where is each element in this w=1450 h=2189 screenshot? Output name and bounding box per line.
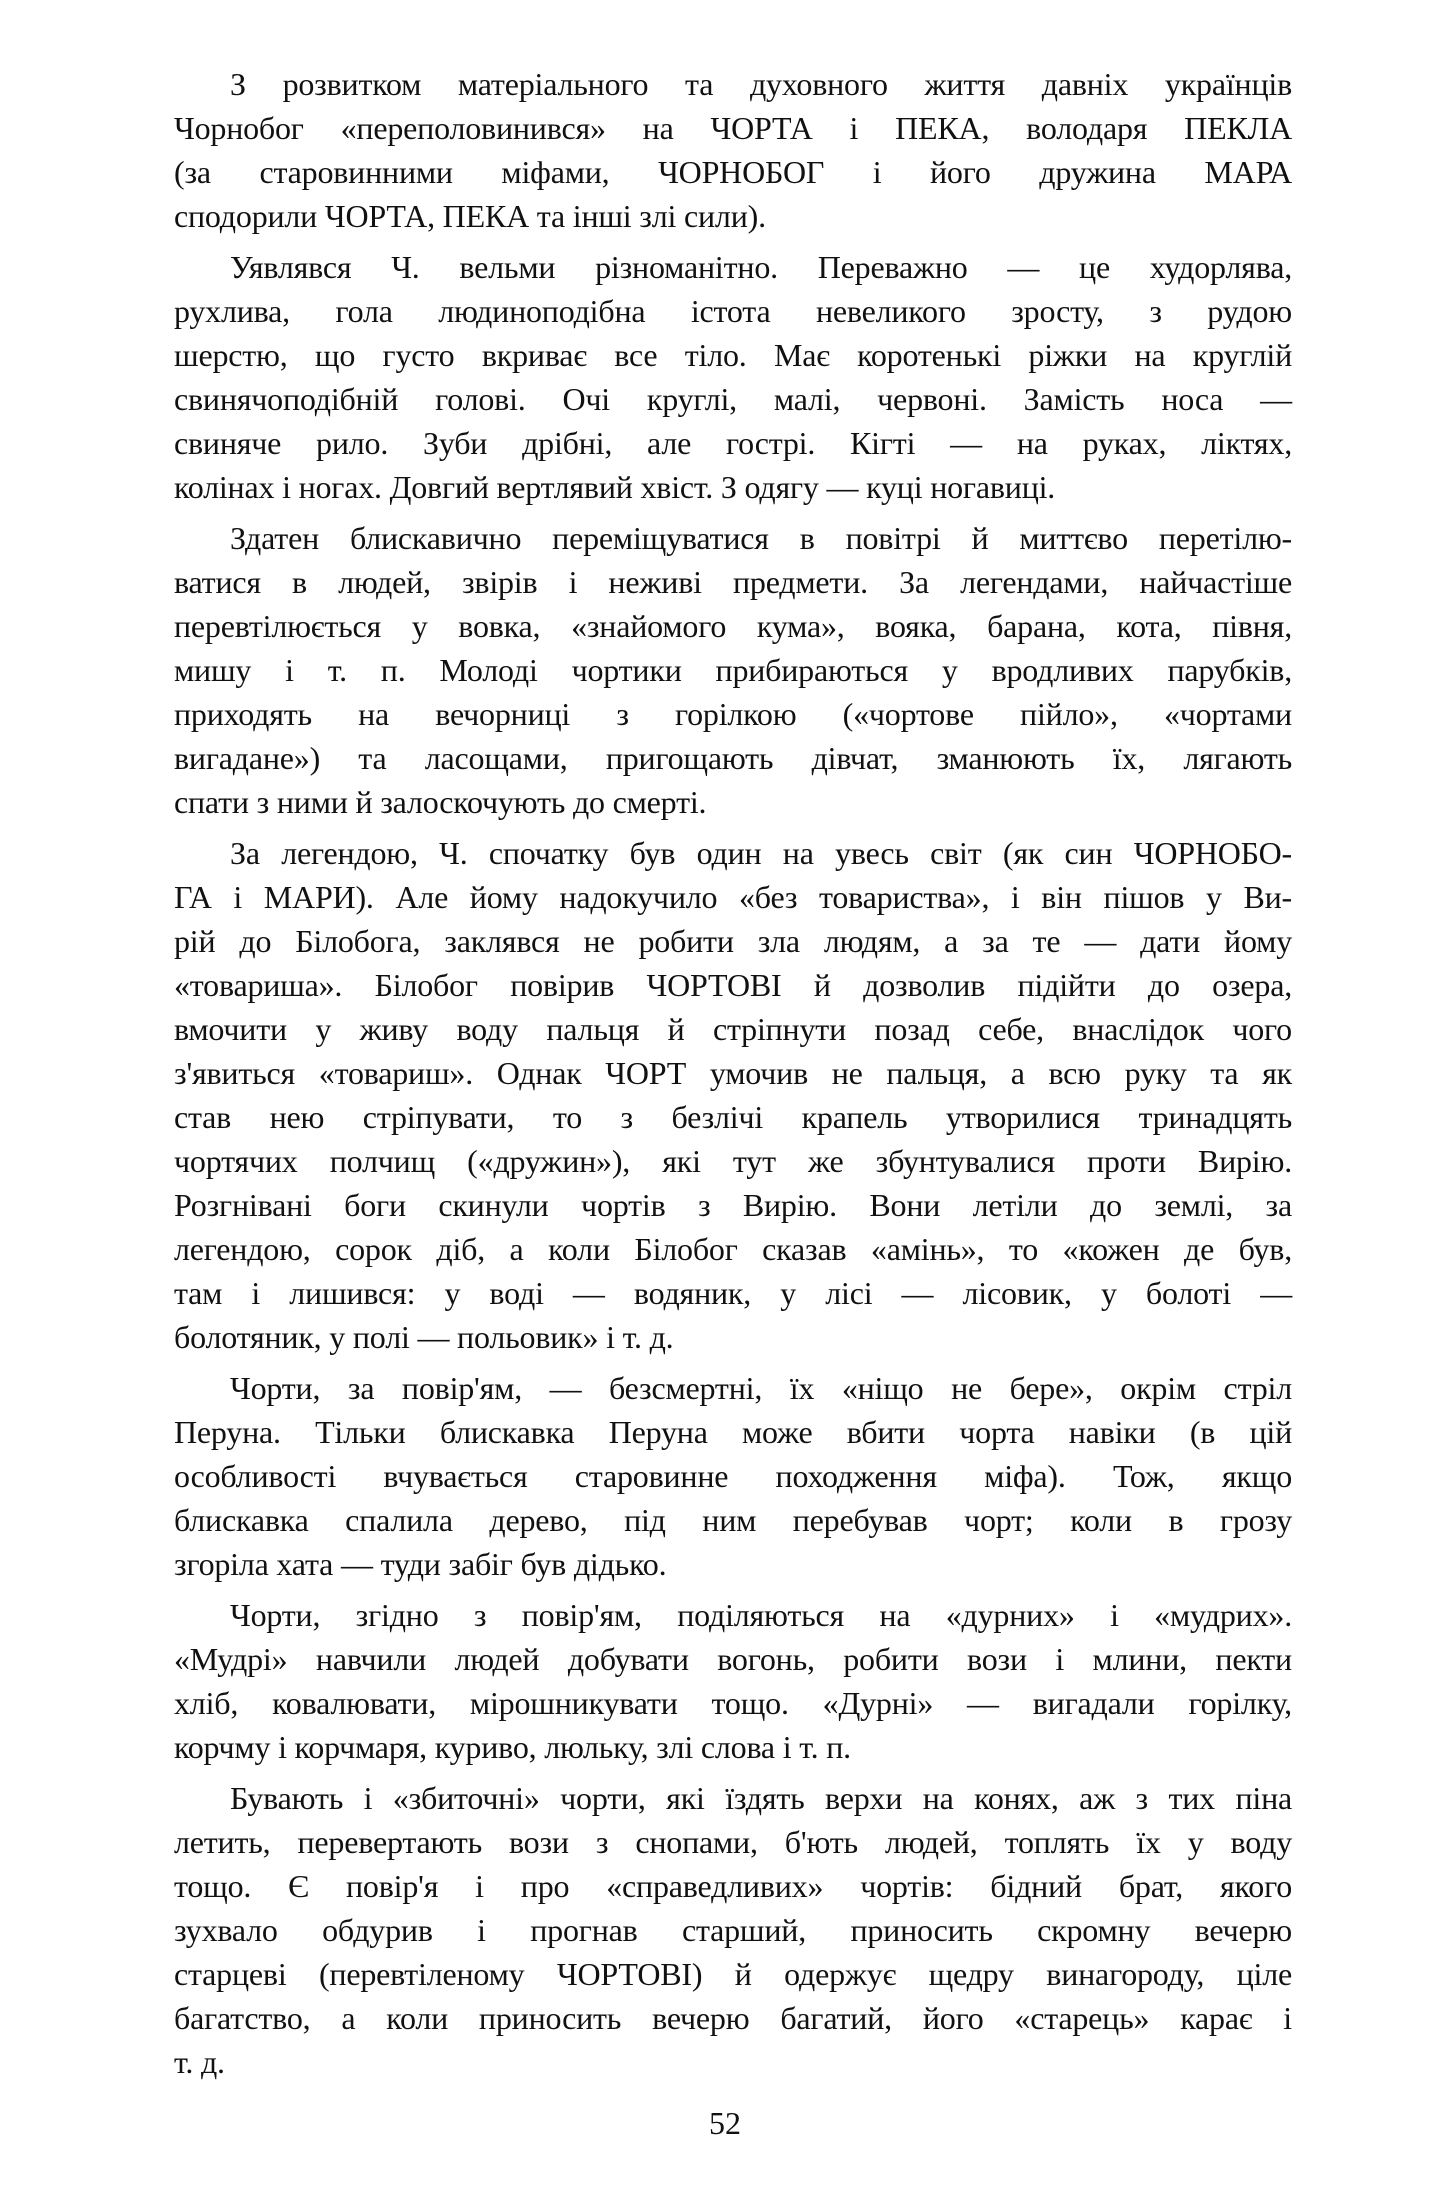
- paragraph: [174, 516, 1292, 824]
- text-line: свиняче рило. Зуби дрібні, але гострі. Кігті — на руках, ліктях,: [174, 425, 1292, 461]
- text-line: Бувають і «збиточні» чорти, які їздять верхи на конях, аж з тих піна: [230, 1780, 1292, 1816]
- text-line: З розвитком матеріального та духовного життя давніх українців: [230, 66, 1292, 102]
- text-line: Уявлявся Ч. вельми різноманітно. Переважно — це худорлява,: [230, 249, 1292, 285]
- text-line: багатство, а коли приносить вечерю багатий, його «старець» карає і: [174, 2000, 1292, 2036]
- paragraph: [174, 245, 1292, 509]
- text-line: летить, перевертають вози з снопами, б'ють людей, топлять їх у воду: [174, 1824, 1292, 1860]
- text-line: болотяник, у полі — польовик» і т. д.: [174, 1319, 674, 1355]
- text-line: Чорти, за повір'ям, — безсмертні, їх «ніщо не бере», окрім стріл: [230, 1370, 1292, 1406]
- text-line: вигадане») та ласощами, пригощають дівчат, зманюють їх, лягають: [174, 740, 1292, 776]
- text-line: свинячоподібній голові. Очі круглі, малі, червоні. Замість носа —: [174, 381, 1292, 417]
- text-line: став нею стріпувати, то з безлічі крапель утворилися тринадцять: [174, 1099, 1292, 1135]
- text-line: старцеві (перевтіленому ЧОРТОВІ) й одержує щедру винагороду, ціле: [174, 1956, 1292, 1992]
- text-line: хліб, ковалювати, мірошникувати тощо. «Дурні» — вигадали горілку,: [174, 1685, 1292, 1721]
- text-line: За легендою, Ч. спочатку був один на увесь світ (як син ЧОРНОБО-: [230, 835, 1292, 871]
- page-body-text: [174, 62, 1292, 2091]
- text-line: чортячих полчищ («дружин»), які тут же збунтувалися проти Вирію.: [174, 1143, 1292, 1179]
- text-line: блискавка спалила дерево, під ним перебував чорт; коли в грозу: [174, 1502, 1292, 1538]
- text-line: особливості вчувається старовинне походження міфа). Тож, якщо: [174, 1458, 1292, 1494]
- text-line: т. д.: [174, 2044, 225, 2080]
- text-line: зухвало обдурив і прогнав старший, приносить скромну вечерю: [174, 1912, 1292, 1948]
- text-line: Чорти, згідно з повір'ям, поділяються на «дурних» і «мудрих».: [230, 1597, 1292, 1633]
- paragraph: [174, 62, 1292, 238]
- text-line: тощо. Є повір'я і про «справедливих» чортів: бідний брат, якого: [174, 1868, 1292, 1904]
- text-line: Розгнівані боги скинули чортів з Вирію. Вони летіли до землі, за: [174, 1187, 1292, 1223]
- text-line: ватися в людей, звірів і неживі предмети. За легендами, найчастіше: [174, 564, 1292, 600]
- text-line: Перуна. Тільки блискавка Перуна може вбити чорта навіки (в цій: [174, 1414, 1292, 1450]
- text-line: ГА і МАРИ). Але йому надокучило «без товариства», і він пішов у Ви-: [174, 879, 1292, 915]
- text-line: мишу і т. п. Молоді чортики прибираються у вродливих парубків,: [174, 652, 1292, 688]
- text-line: вмочити у живу воду пальця й стріпнути позад себе, внаслідок чого: [174, 1011, 1292, 1047]
- text-line: шерстю, що густо вкриває все тіло. Має коротенькі ріжки на круглій: [174, 337, 1292, 373]
- text-line: сподорили ЧОРТА, ПЕКА та інші злі сили).: [174, 198, 766, 234]
- text-line: легендою, сорок діб, а коли Білобог сказав «амінь», то «кожен де був,: [174, 1231, 1292, 1267]
- text-line: спати з ними й залоскочують до смерті.: [174, 784, 707, 820]
- text-line: корчму і корчмаря, куриво, люльку, злі слова і т. п.: [174, 1729, 851, 1765]
- text-line: «Мудрі» навчили людей добувати вогонь, робити вози і млини, пекти: [174, 1641, 1292, 1677]
- text-line: Чорнобог «переполовинився» на ЧОРТА і ПЕКА, володаря ПЕКЛА: [174, 110, 1292, 146]
- text-line: рухлива, гола людиноподібна істота невеликого зросту, з рудою: [174, 293, 1292, 329]
- text-line: «товариша». Білобог повірив ЧОРТОВІ й дозволив підійти до озера,: [174, 967, 1292, 1003]
- text-line: з'явиться «товариш». Однак ЧОРТ умочив не пальця, а всю руку та як: [174, 1055, 1292, 1091]
- text-line: Здатен блискавично переміщуватися в повітрі й миттєво перетілю-: [230, 520, 1292, 556]
- text-line: (за старовинними міфами, ЧОРНОБОГ і його дружина МАРА: [174, 154, 1292, 190]
- page-number: 52: [709, 2105, 741, 2141]
- paragraph: [174, 1776, 1292, 2084]
- text-line: приходять на вечорниці з горілкою («чортове пійло», «чортами: [174, 696, 1292, 732]
- text-line: згоріла хата — туди забіг був дідько.: [174, 1546, 667, 1582]
- paragraph: [174, 1593, 1292, 1769]
- text-line: рій до Білобога, заклявся не робити зла людям, а за те — дати йому: [174, 923, 1292, 959]
- text-line: колінах і ногах. Довгий вертлявий хвіст. З одягу — куці ногавиці.: [174, 469, 1056, 505]
- text-line: там і лишився: у воді — водяник, у лісі — лісовик, у болоті —: [174, 1275, 1292, 1311]
- paragraph: [174, 831, 1292, 1359]
- text-line: перевтілюється у вовка, «знайомого кума», вояка, барана, кота, півня,: [174, 608, 1292, 644]
- paragraph: [174, 1366, 1292, 1586]
